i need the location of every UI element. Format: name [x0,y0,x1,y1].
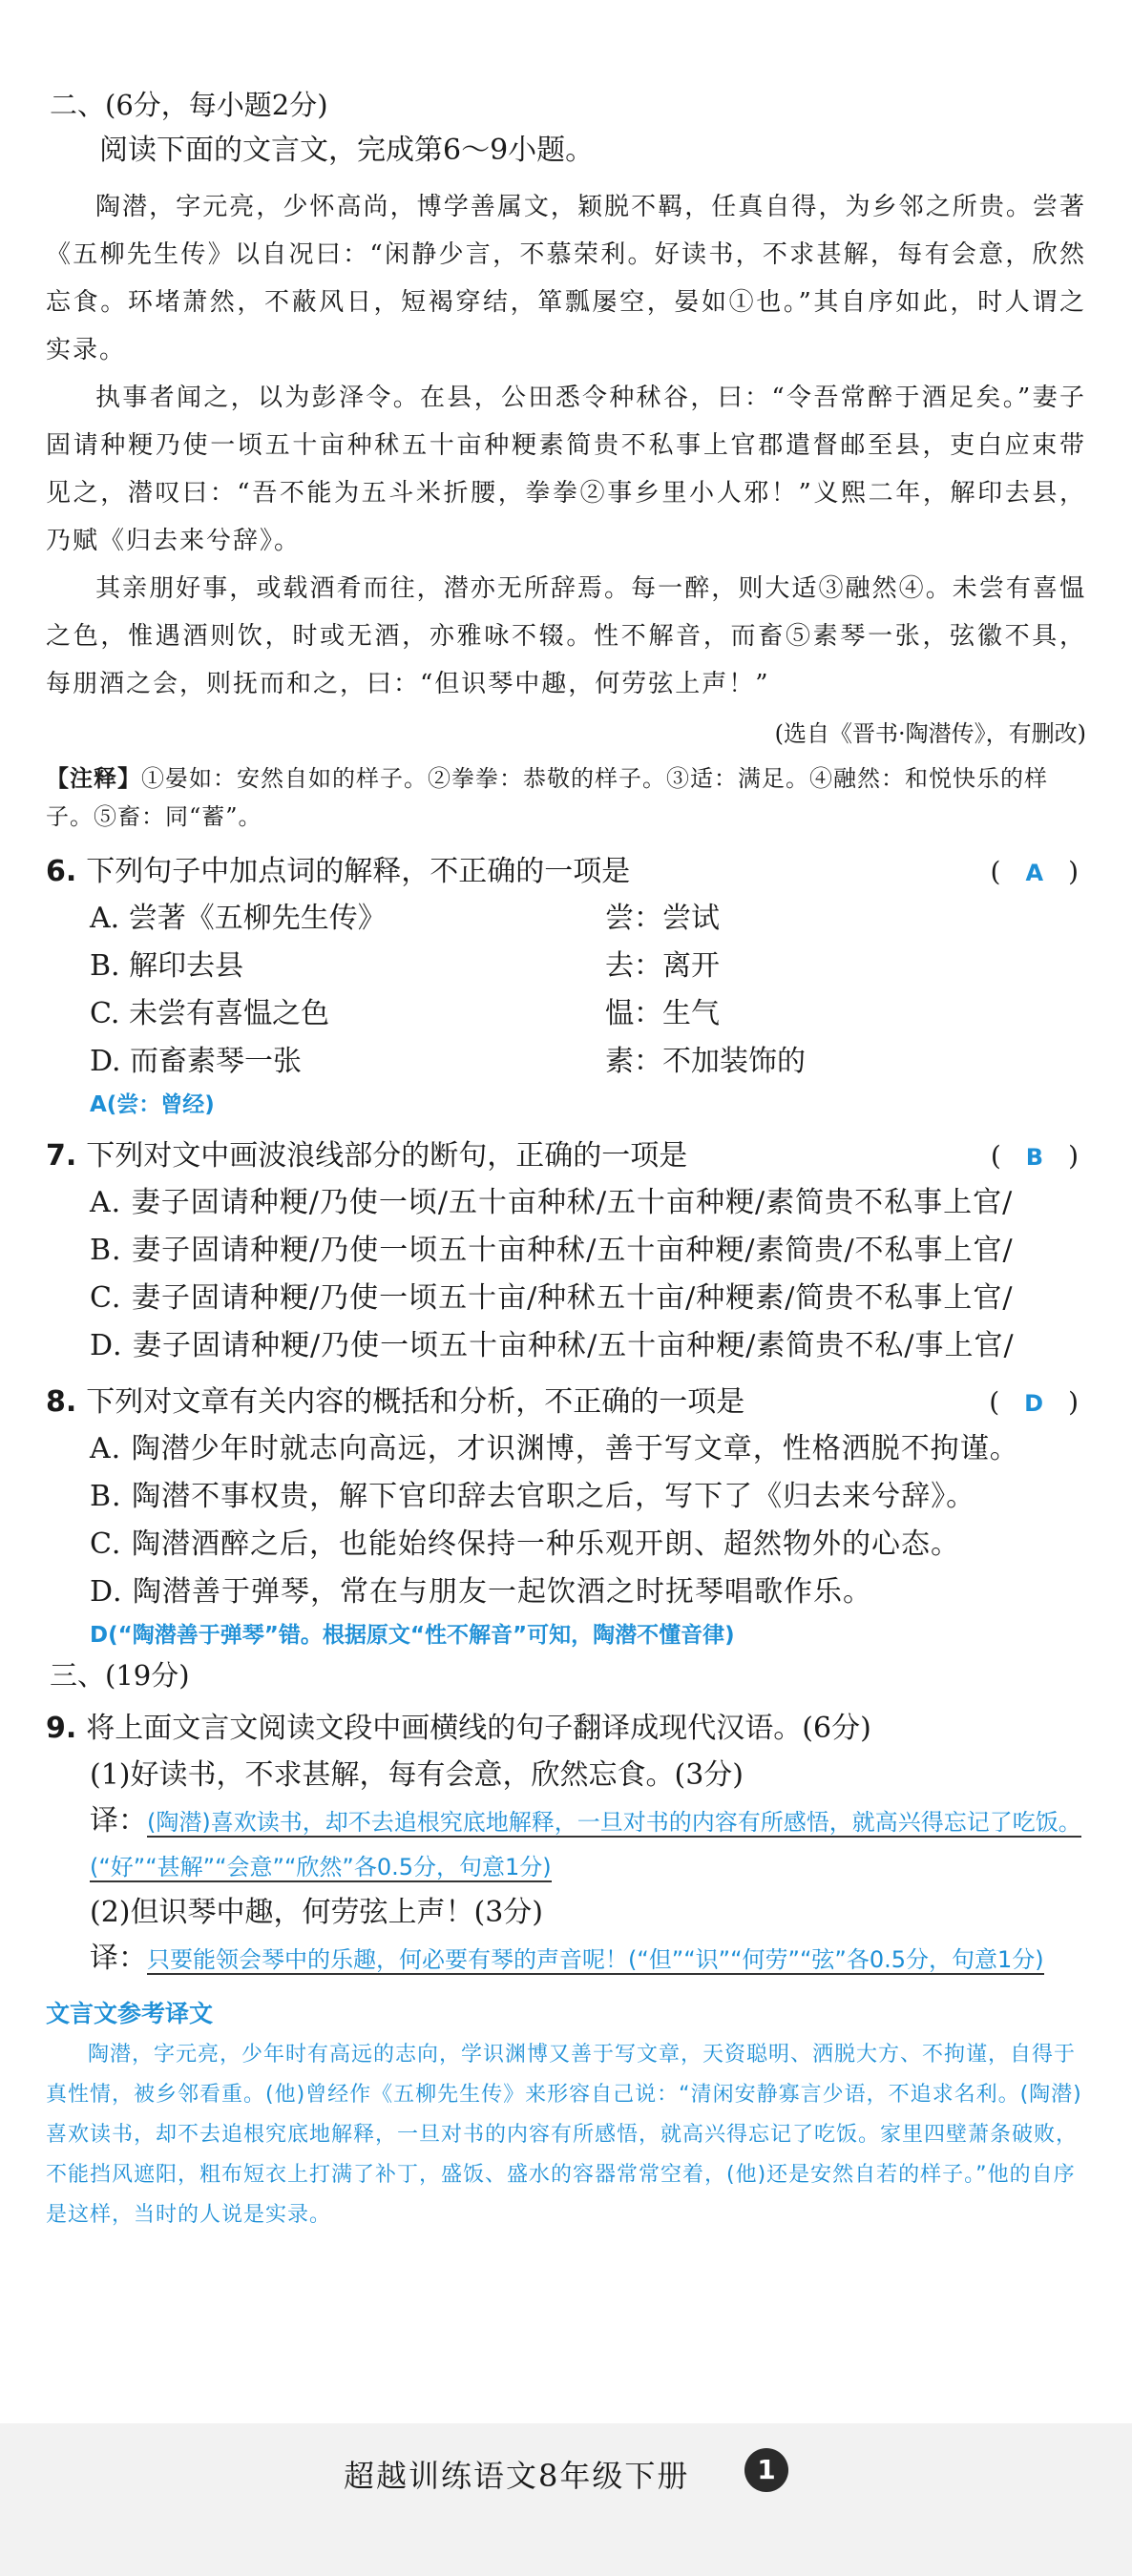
question-7-number: 7. [46,1139,77,1173]
q8-option-b: B. 陶潜不事权贵，解下官印辞去官职之后，写下了《归去来兮辞》。 [90,1480,976,1513]
question-7-options [46,1179,1086,1370]
question-7-answer: B [1025,1144,1044,1171]
page-number-badge: 1 [744,2448,788,2492]
q6-option-c-gloss: 愠：生气 [605,997,720,1030]
question-8-number: 8. [46,1385,77,1419]
question-6-stem [46,849,1086,895]
question-8-answer: D [1024,1390,1044,1417]
question-7-stem [46,1133,1086,1179]
reference-translation-title: 文言文参考译文 [46,2000,214,2027]
translation-label-1: 译： [90,1804,147,1838]
notes-tag: 【注释】 [46,765,141,792]
question-8-stem [46,1380,1086,1425]
question-6-options [46,895,1086,1086]
question-9-stem [46,1706,1086,1752]
question-6 [46,849,1086,1124]
question-9 [46,1706,1086,1982]
q7-option-b: B. 妻子固请种粳/乃使一顷五十亩种秫/五十亩种粳/素简贵/不私事上官/ [90,1234,1014,1267]
q8-option-d: D. 陶潜善于弹琴，常在与朋友一起饮酒之时抚琴唱歌作乐。 [90,1575,873,1609]
page-footer [0,2423,1132,2576]
passage-notes [46,759,1086,836]
passage-source: (选自《晋书·陶潜传》，有删改) [774,720,1086,747]
classical-passage [46,183,1086,708]
question-8-options [46,1425,1086,1616]
question-9-text: 将上面文言文阅读文段中画横线的句子翻译成现代汉语。(6分) [86,1712,871,1745]
q7-option-d: D. 妻子固请种粳/乃使一顷五十亩种秫/五十亩种粳/素简贵不私/事上官/ [90,1329,1015,1362]
q6-option-a: A. 尝著《五柳先生传》 [90,902,387,935]
book-title: 超越训练语文8年级下册 [344,2458,690,2494]
q6-option-c: C. 未尝有喜愠之色 [90,997,329,1030]
question-6-number: 6. [46,855,77,888]
passage-paragraph-3: 其亲朋好事，或载酒肴而往，潜亦无所辞焉。每一醉，则大适③融然④。未尝有喜愠之色，惟遇酒则饮，时或无酒，亦雅咏不辍。性不解音，而畜⑤素琴一张，弦徽不具，每朋酒之会，则抚而和之，曰：“但识琴中趣，何劳弦上声！” [46,574,1086,698]
question-9-answer-1 [46,1799,1086,1889]
section-three-heading: 三、(19分) [50,1659,190,1692]
passage-paragraph-1: 陶潜，字元亮，少怀高尚，博学善属文，颖脱不羁，任真自得，为乡邻之所贵。尝著《五柳先生传》以自况曰：“闲静少言，不慕荣利。好读书，不求甚解，每有会意，欣然忘食。环堵萧然，不蔽风日，短褐穿结，箪瓢屡空，晏如①也。”其自序如此，时人谓之实录。 [46,193,1086,364]
q6-option-d: D. 而畜素琴一张 [90,1045,303,1078]
reading-instruction: 阅读下面的文言文，完成第6～9小题。 [99,134,595,167]
q6-option-a-gloss: 尝：尝试 [605,902,720,935]
q7-option-c: C. 妻子固请种粳/乃使一顷五十亩/种秫五十亩/种粳素/简贵不私事上官/ [90,1281,1014,1315]
question-8-text: 下列对文章有关内容的概括和分析，不正确的一项是 [86,1385,745,1419]
q6-option-d-gloss: 素：不加装饰的 [605,1045,806,1078]
question-9-sub-1: (1)好读书，不求甚解，每有会意，欣然忘食。(3分) [90,1758,744,1792]
question-8-explanation: D(“陶潜善于弹琴”错。根据原文“性不解音”可知，陶潜不懂音律) [90,1623,735,1648]
question-6-answer: A [1025,860,1044,886]
question-9-number: 9. [46,1712,77,1745]
q6-option-b: B. 解印去县 [90,949,244,983]
question-6-answer-bracket: ( A ) [990,856,1079,887]
q7-option-a: A. 妻子固请种粳/乃使一顷/五十亩种秫/五十亩种粳/素简贵不私事上官/ [90,1186,1014,1219]
translation-answer-1: (陶潜)喜欢读书，却不去追根究底地解释，一旦对书的内容有所感悟，就高兴得忘记了吃饭。(“好”“甚解”“会意”“欣然”各0.5分，句意1分) [90,1809,1081,1880]
notes-text: ①晏如：安然自如的样子。②拳拳：恭敬的样子。③适：满足。④融然：和悦快乐的样子。⑤畜：同“蓄”。 [46,765,1048,830]
question-6-text: 下列句子中加点词的解释，不正确的一项是 [86,855,631,888]
question-9-answer-2 [46,1937,1086,1982]
question-8 [46,1380,1086,1654]
translation-answer-2: 只要能领会琴中的乐趣，何必要有琴的声音呢！(“但”“识”“何劳”“弦”各0.5分，句意1分) [147,1946,1044,1973]
translation-label-2: 译： [90,1942,147,1975]
question-7-answer-bracket: ( B ) [990,1140,1079,1172]
reference-translation-body: 陶潜，字元亮，少年时有高远的志向，学识渊博又善于写文章，天资聪明、洒脱大方、不拘谨，自得于真性情，被乡邻看重。(他)曾经作《五柳先生传》来形容自己说：“清闲安静寡言少语，不追求名利。(陶潜)喜欢读书，却不去追根究底地解释，一旦对书的内容有所感悟，就高兴得忘记了吃饭。家里四壁萧条破败，不能挡风遮阳，粗布短衣上打满了补丁，盛饭、盛水的容器常常空着，(他)还是安然自若的样子。”他的自序是这样，当时的人说是实录。 [46,2043,1082,2227]
question-7-text: 下列对文中画波浪线部分的断句，正确的一项是 [86,1139,688,1173]
question-8-answer-bracket: ( D ) [989,1386,1079,1418]
question-9-sub-2: (2)但识琴中趣，何劳弦上声！(3分) [90,1896,543,1929]
section-two-heading: 二、(6分，每小题2分) [50,89,328,121]
question-6-explanation: A(尝：曾经) [90,1092,215,1117]
worksheet-page [46,84,1086,2235]
passage-paragraph-2: 执事者闻之，以为彭泽令。在县，公田悉令种秫谷，曰：“令吾常醉于酒足矣。”妻子固请种粳乃使一顷五十亩种秫五十亩种粳素简贵不私事上官郡遣督邮至县，吏白应束带见之，潜叹曰：“吾不能为五斗米折腰，拳拳②事乡里小人邪！”义熙二年，解印去县，乃赋《归去来兮辞》。 [46,384,1086,555]
q8-option-c: C. 陶潜酒醉之后，也能始终保持一种乐观开朗、超然物外的心态。 [90,1527,960,1561]
q8-option-a: A. 陶潜少年时就志向高远，才识渊博，善于写文章，性格洒脱不拘谨。 [90,1432,1019,1465]
q6-option-b-gloss: 去：离开 [605,949,720,983]
question-7 [46,1133,1086,1370]
